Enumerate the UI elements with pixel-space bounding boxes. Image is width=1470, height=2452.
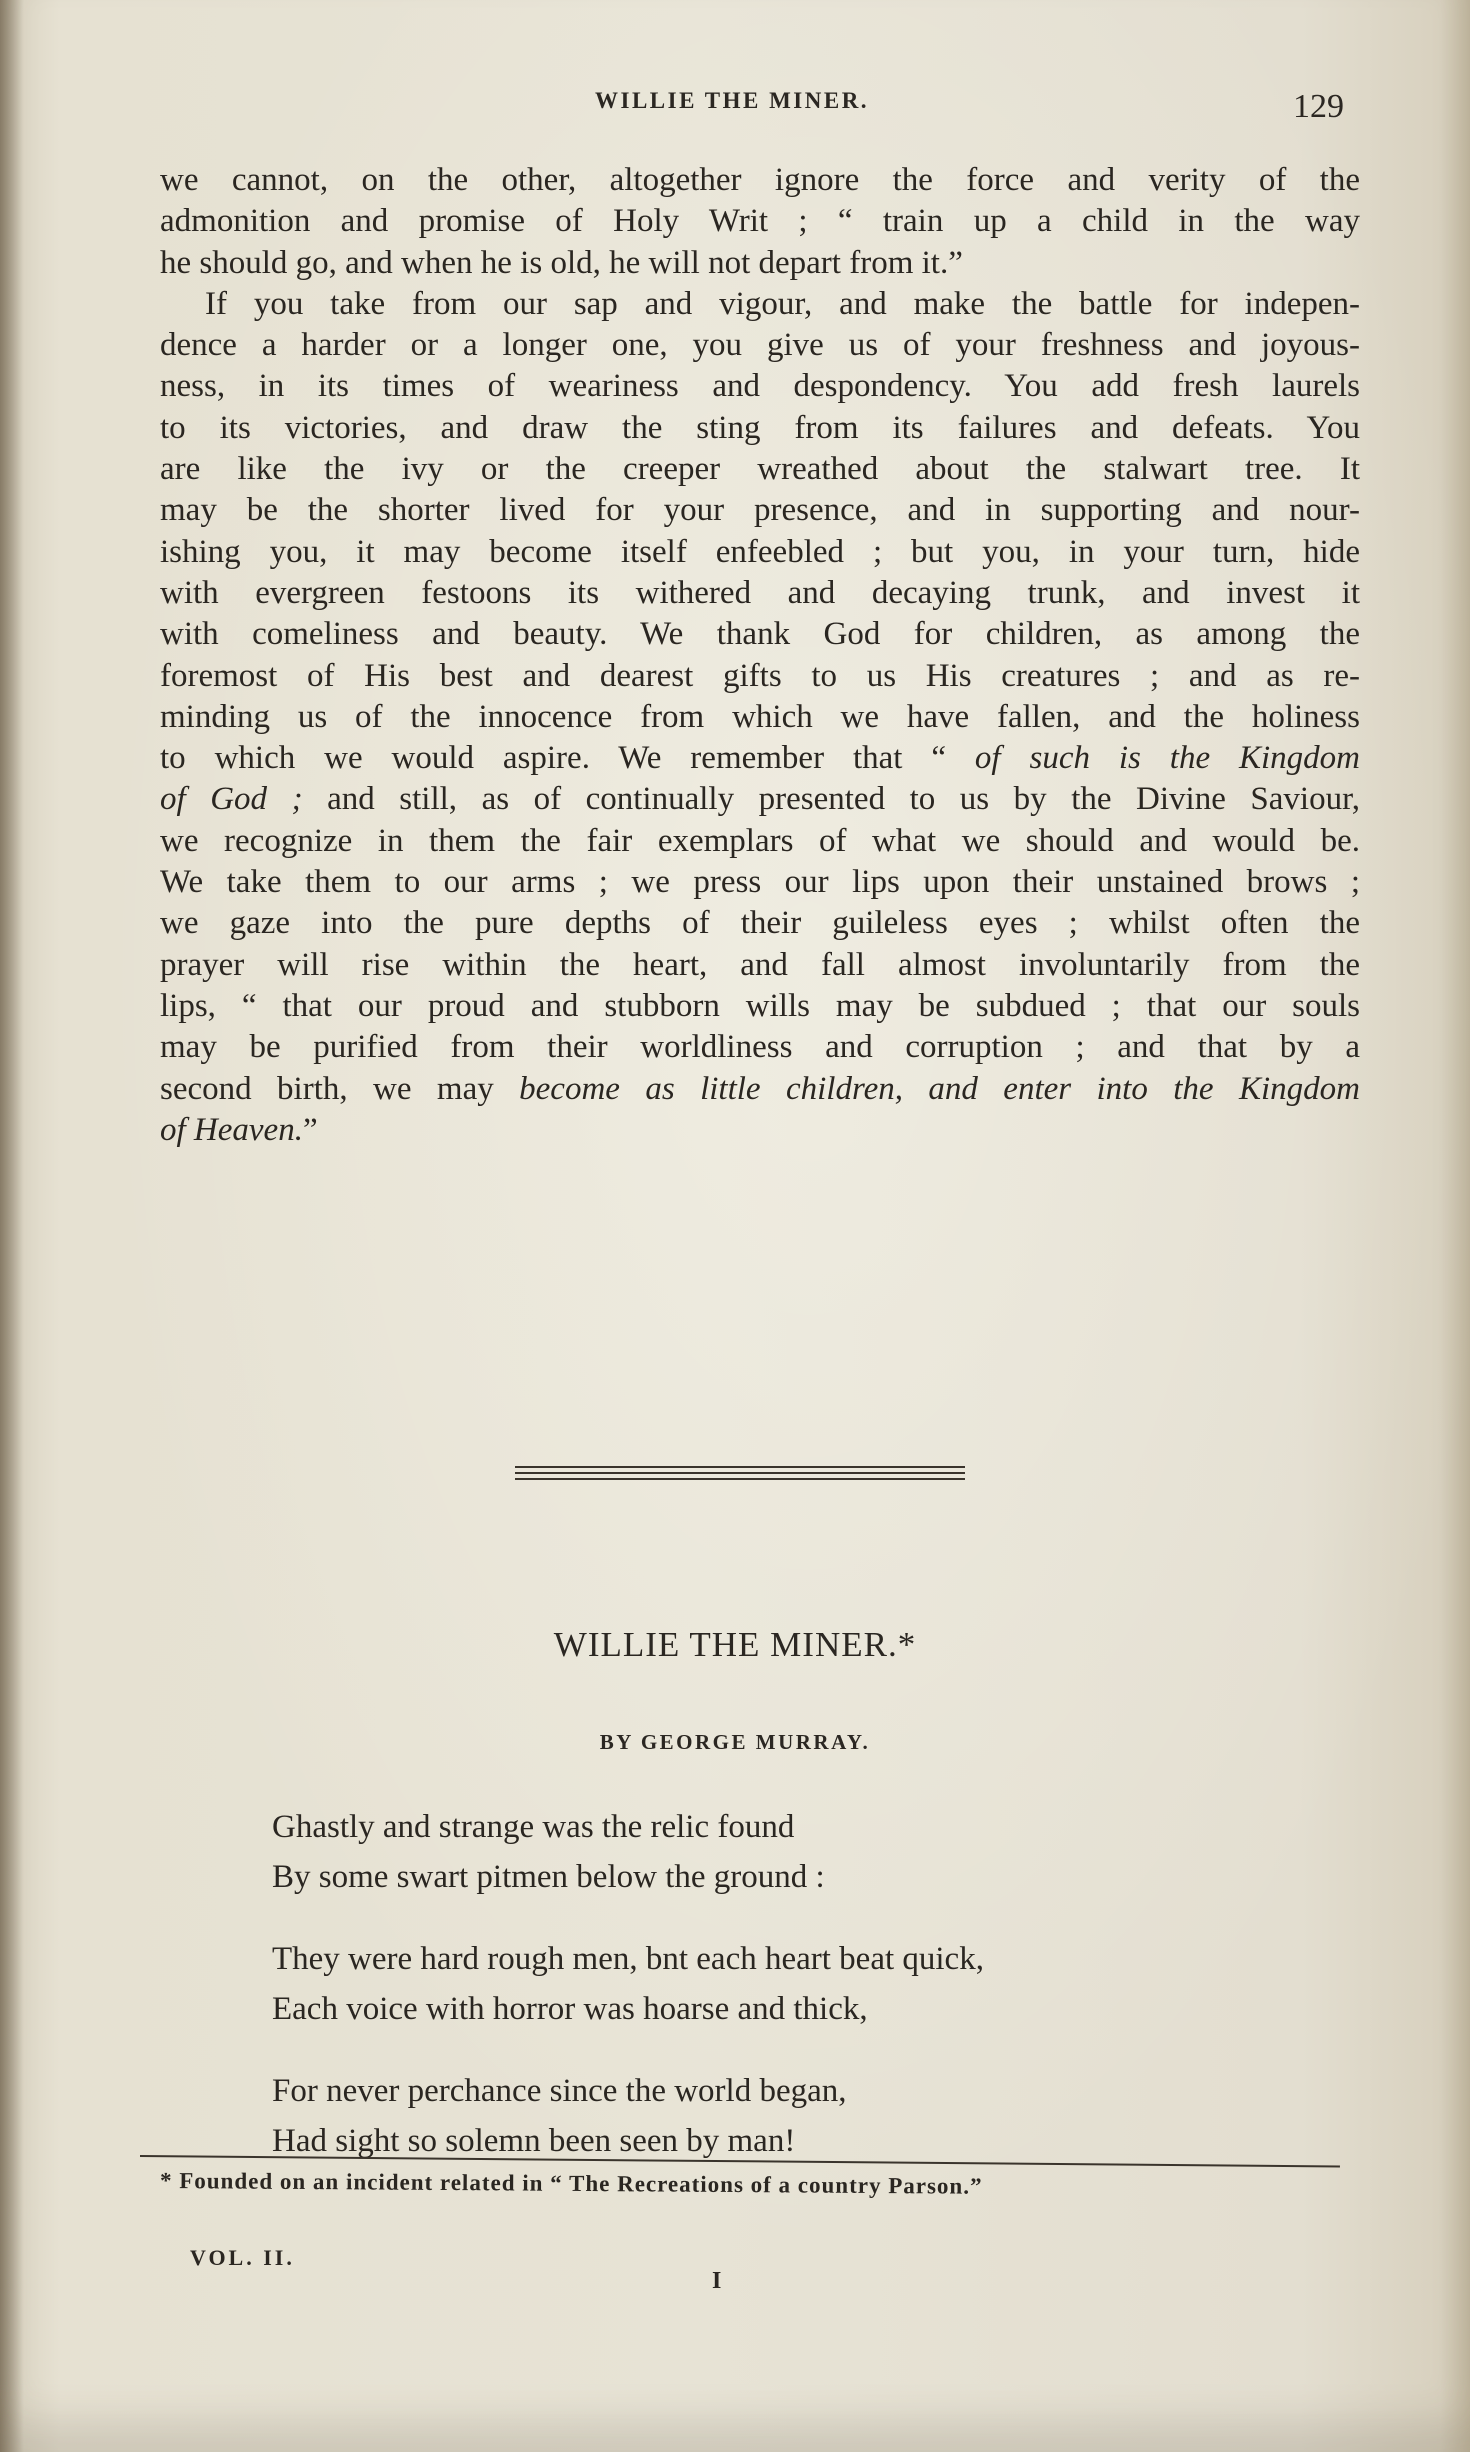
text-line: ishing you, it may become itself enfeebled ; but you, in your turn, hide (160, 533, 1360, 570)
poem-body (272, 1802, 984, 2166)
text-line: we gaze into the pure depths of their guileless eyes ; whilst often the (160, 905, 1360, 942)
text-line: we cannot, on the other, altogether ignore the force and verity of the (160, 162, 1360, 198)
signature-mark: I (712, 2268, 722, 2294)
text-line: may be purified from their worldliness and corruption ; and that by a (160, 1029, 1360, 1066)
text-line: minding us of the innocence from which we have fallen, and the holiness (160, 698, 1360, 735)
volume-signature: VOL. II. (190, 2245, 295, 2270)
verse-line: Had sight so solemn been seen by man! (272, 2123, 796, 2159)
poem-title: WILLIE THE MINER.* (553, 1625, 917, 1664)
verse-line: Ghastly and strange was the relic found (272, 1809, 795, 1845)
prose-body (160, 160, 1360, 1151)
text-line: are like the ivy or the creeper wreathed about the stalwart tree. It (160, 451, 1360, 488)
text-run: ” (302, 1111, 318, 1148)
verse-line: By some swart pitmen below the ground : (272, 1859, 825, 1895)
divider-line (515, 1466, 965, 1468)
italic-quote: of such is the Kingdom (974, 740, 1361, 777)
italic-quote: of Heaven. (160, 1111, 303, 1148)
verse-line: Each voice with horror was hoarse and thick, (272, 1991, 868, 2027)
text-line (160, 779, 1360, 820)
stanza-break (272, 2034, 984, 2066)
gutter-shadow (0, 0, 24, 2452)
text-line: If you take from our sap and vigour, and make the battle for indepen- (205, 285, 1360, 322)
text-line: foremost of His best and dearest gifts to us His creatures ; and as re- (160, 657, 1360, 694)
text-run: to which we would aspire. We remember that “ (160, 740, 975, 777)
text-line: with evergreen festoons its withered and decaying trunk, and invest it (160, 574, 1360, 611)
running-head: WILLIE THE MINER. (595, 88, 870, 113)
text-line: ness, in its times of weariness and despondency. You add fresh laurels (160, 368, 1360, 405)
stanza-break (272, 1902, 984, 1934)
text-line: prayer will rise within the heart, and fall almost involuntarily from the (160, 946, 1360, 983)
text-line: lips, “ that our proud and stubborn wills may be subdued ; that our souls (160, 987, 1360, 1024)
text-line: he should go, and when he is old, he will not depart from it.” (160, 244, 963, 281)
italic-quote: become as little children, and enter into the Kingdom (519, 1070, 1360, 1107)
italic-quote: of God ; (160, 781, 303, 818)
section-divider (515, 1466, 965, 1484)
poem-author: BY GEORGE MURRAY. (599, 1730, 871, 1754)
text-line: may be the shorter lived for your presence, and in supporting and nour- (160, 492, 1360, 529)
divider-line (515, 1478, 965, 1480)
verse-line: For never perchance since the world began, (272, 2073, 847, 2109)
text-line (160, 738, 1360, 779)
text-line (160, 1110, 1360, 1151)
text-line: we recognize in them the fair exemplars of what we should and would be. (160, 822, 1360, 859)
text-line: admonition and promise of Holy Writ ; “ train up a child in the way (160, 203, 1360, 240)
verse-line: They were hard rough men, bnt each heart beat quick, (272, 1941, 984, 1977)
text-run: and still, as of continually presented to us by the Divine Saviour, (302, 781, 1360, 818)
page-number: 129 (1293, 88, 1344, 125)
footnote: * Founded on an incident related in “ The Recreations of a country Parson.” (159, 2168, 983, 2199)
text-line (160, 1069, 1360, 1110)
text-run: second birth, we may (160, 1070, 520, 1107)
text-line: with comeliness and beauty. We thank God for children, as among the (160, 616, 1360, 653)
text-line: dence a harder or a longer one, you give us of your freshness and joyous- (160, 327, 1360, 364)
text-line: We take them to our arms ; we press our lips upon their unstained brows ; (160, 864, 1360, 901)
text-line: to its victories, and draw the sting from its failures and defeats. You (160, 409, 1360, 446)
divider-line (515, 1472, 965, 1474)
